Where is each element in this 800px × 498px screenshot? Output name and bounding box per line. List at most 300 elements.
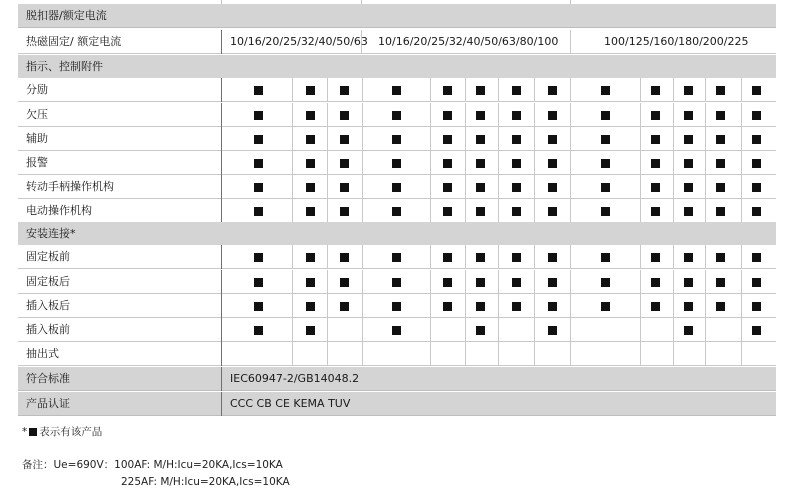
column-divider xyxy=(640,318,641,342)
column-divider xyxy=(640,127,641,151)
filled-square-icon xyxy=(684,278,693,287)
filled-square-icon xyxy=(684,326,693,335)
column-divider xyxy=(327,151,328,175)
filled-square-icon xyxy=(601,135,610,144)
column-divider xyxy=(673,342,674,366)
column-divider xyxy=(673,270,674,294)
filled-square-icon xyxy=(752,135,761,144)
column-divider xyxy=(430,151,431,175)
column-divider xyxy=(430,199,431,223)
filled-square-icon xyxy=(601,111,610,120)
column-divider xyxy=(534,245,535,269)
filled-square-icon xyxy=(476,253,485,262)
section-title: 指示、控制附件 xyxy=(26,60,103,73)
column-divider xyxy=(570,318,571,342)
column-divider xyxy=(362,151,363,175)
column-divider xyxy=(534,270,535,294)
filled-square-icon xyxy=(548,326,557,335)
column-divider xyxy=(430,175,431,199)
filled-square-icon xyxy=(752,159,761,168)
filled-square-icon xyxy=(254,183,263,192)
column-divider xyxy=(361,0,362,4)
filled-square-icon xyxy=(340,302,349,311)
column-divider xyxy=(534,175,535,199)
column-divider xyxy=(570,78,571,102)
column-divider xyxy=(705,103,706,127)
column-divider xyxy=(292,78,293,102)
label-divider xyxy=(221,367,222,391)
filled-square-icon xyxy=(512,159,521,168)
row-label: 欠压 xyxy=(26,108,48,121)
column-divider xyxy=(327,199,328,223)
column-divider xyxy=(534,294,535,318)
filled-square-icon xyxy=(254,278,263,287)
column-divider xyxy=(362,175,363,199)
column-divider xyxy=(673,103,674,127)
row-label: 电动操作机构 xyxy=(26,204,92,217)
column-divider xyxy=(292,270,293,294)
filled-square-icon xyxy=(340,135,349,144)
filled-square-icon xyxy=(716,159,725,168)
column-divider xyxy=(705,342,706,366)
column-divider xyxy=(327,318,328,342)
filled-square-icon xyxy=(306,159,315,168)
column-divider xyxy=(362,318,363,342)
filled-square-icon xyxy=(443,302,452,311)
filled-square-icon xyxy=(651,135,660,144)
filled-square-icon xyxy=(651,159,660,168)
filled-square-icon xyxy=(716,135,725,144)
legend-note xyxy=(22,424,102,439)
filled-square-icon xyxy=(340,183,349,192)
filled-square-icon xyxy=(601,183,610,192)
filled-square-icon xyxy=(512,135,521,144)
filled-square-icon xyxy=(684,183,693,192)
column-divider xyxy=(673,199,674,223)
filled-square-icon xyxy=(392,326,401,335)
filled-square-icon xyxy=(340,278,349,287)
section-header-row xyxy=(18,222,776,246)
filled-square-icon xyxy=(306,86,315,95)
rated-current-cell: 10/16/20/25/32/40/50/63/80/100 xyxy=(378,35,559,48)
row-label: 热磁固定/ 额定电流 xyxy=(26,35,122,48)
label-divider xyxy=(221,175,222,199)
section-header-row xyxy=(18,4,776,28)
filled-square-icon xyxy=(752,253,761,262)
row-label: 产品认证 xyxy=(26,397,70,410)
column-divider xyxy=(640,78,641,102)
column-divider xyxy=(640,151,641,175)
column-divider xyxy=(741,318,742,342)
column-divider xyxy=(705,151,706,175)
filled-square-icon xyxy=(306,135,315,144)
filled-square-icon xyxy=(476,135,485,144)
filled-square-icon xyxy=(512,253,521,262)
filled-square-icon xyxy=(443,159,452,168)
filled-square-icon xyxy=(512,86,521,95)
column-divider xyxy=(498,175,499,199)
row-label: 固定板前 xyxy=(26,250,70,263)
filled-square-icon xyxy=(306,302,315,311)
filled-square-icon xyxy=(476,183,485,192)
column-divider xyxy=(673,318,674,342)
column-divider xyxy=(362,127,363,151)
column-divider xyxy=(430,342,431,366)
column-divider xyxy=(640,342,641,366)
filled-square-icon xyxy=(29,428,37,436)
filled-square-icon xyxy=(548,86,557,95)
filled-square-icon xyxy=(651,278,660,287)
column-divider xyxy=(705,127,706,151)
column-divider xyxy=(465,342,466,366)
column-divider xyxy=(570,175,571,199)
label-divider xyxy=(221,78,222,102)
column-divider xyxy=(570,270,571,294)
filled-square-icon xyxy=(392,135,401,144)
column-divider xyxy=(430,78,431,102)
column-divider xyxy=(292,127,293,151)
column-divider xyxy=(362,78,363,102)
filled-square-icon xyxy=(443,207,452,216)
row-label: 插入板后 xyxy=(26,299,70,312)
filled-square-icon xyxy=(548,253,557,262)
filled-square-icon xyxy=(476,326,485,335)
legend-text: 表示有该产品 xyxy=(39,426,103,438)
filled-square-icon xyxy=(392,183,401,192)
filled-square-icon xyxy=(476,207,485,216)
column-divider xyxy=(498,151,499,175)
column-divider xyxy=(640,199,641,223)
column-divider xyxy=(292,103,293,127)
column-divider xyxy=(534,78,535,102)
column-divider xyxy=(673,294,674,318)
column-divider xyxy=(327,294,328,318)
column-divider xyxy=(741,199,742,223)
column-divider xyxy=(741,294,742,318)
filled-square-icon xyxy=(512,278,521,287)
column-divider xyxy=(705,245,706,269)
filled-square-icon xyxy=(684,253,693,262)
remarks-line-2 xyxy=(121,476,290,488)
column-divider xyxy=(570,151,571,175)
column-divider xyxy=(327,103,328,127)
remarks-100af: 100AF: M/H:Icu=20KA,Ics=10KA xyxy=(114,459,283,471)
filled-square-icon xyxy=(548,159,557,168)
filled-square-icon xyxy=(392,207,401,216)
filled-square-icon xyxy=(340,253,349,262)
filled-square-icon xyxy=(548,302,557,311)
column-divider xyxy=(292,342,293,366)
filled-square-icon xyxy=(548,135,557,144)
filled-square-icon xyxy=(443,135,452,144)
column-divider xyxy=(362,294,363,318)
filled-square-icon xyxy=(512,183,521,192)
column-divider xyxy=(292,294,293,318)
column-divider xyxy=(570,199,571,223)
column-divider xyxy=(705,294,706,318)
remarks-line-1 xyxy=(22,457,283,472)
filled-square-icon xyxy=(651,86,660,95)
column-divider xyxy=(673,175,674,199)
filled-square-icon xyxy=(254,111,263,120)
row-label: 分励 xyxy=(26,83,48,96)
label-divider xyxy=(221,392,222,416)
filled-square-icon xyxy=(752,326,761,335)
label-divider xyxy=(221,103,222,127)
filled-square-icon xyxy=(254,302,263,311)
filled-square-icon xyxy=(306,207,315,216)
rated-current-cell: 100/125/160/180/200/225 xyxy=(604,35,749,48)
column-divider xyxy=(327,175,328,199)
filled-square-icon xyxy=(306,253,315,262)
filled-square-icon xyxy=(684,302,693,311)
label-divider xyxy=(221,151,222,175)
filled-square-icon xyxy=(601,86,610,95)
filled-square-icon xyxy=(254,86,263,95)
filled-square-icon xyxy=(548,278,557,287)
column-divider xyxy=(498,78,499,102)
filled-square-icon xyxy=(716,111,725,120)
column-divider xyxy=(292,175,293,199)
column-divider xyxy=(465,199,466,223)
column-divider xyxy=(640,103,641,127)
column-divider xyxy=(640,245,641,269)
remarks-label: 备注：Ue=690V： xyxy=(22,459,115,471)
column-divider xyxy=(673,151,674,175)
filled-square-icon xyxy=(392,86,401,95)
legend-asterisk: * xyxy=(22,426,28,438)
column-divider xyxy=(498,103,499,127)
filled-square-icon xyxy=(340,159,349,168)
filled-square-icon xyxy=(512,207,521,216)
column-divider xyxy=(430,103,431,127)
filled-square-icon xyxy=(716,86,725,95)
column-divider xyxy=(741,245,742,269)
filled-square-icon xyxy=(392,278,401,287)
column-divider xyxy=(327,270,328,294)
filled-square-icon xyxy=(476,111,485,120)
filled-square-icon xyxy=(716,207,725,216)
column-divider xyxy=(705,199,706,223)
column-divider xyxy=(465,103,466,127)
column-divider xyxy=(498,342,499,366)
filled-square-icon xyxy=(306,326,315,335)
filled-square-icon xyxy=(752,86,761,95)
label-divider xyxy=(221,127,222,151)
filled-square-icon xyxy=(601,159,610,168)
column-divider xyxy=(640,294,641,318)
label-divider xyxy=(221,318,222,342)
filled-square-icon xyxy=(651,111,660,120)
filled-square-icon xyxy=(392,302,401,311)
column-divider xyxy=(327,78,328,102)
column-divider xyxy=(570,245,571,269)
filled-square-icon xyxy=(392,159,401,168)
row-label: 抽出式 xyxy=(26,347,59,360)
filled-square-icon xyxy=(476,159,485,168)
filled-square-icon xyxy=(476,86,485,95)
column-divider xyxy=(741,175,742,199)
filled-square-icon xyxy=(254,326,263,335)
section-title: 安装连接* xyxy=(26,227,76,240)
column-divider xyxy=(430,318,431,342)
row-label: 转动手柄操作机构 xyxy=(26,180,114,193)
filled-square-icon xyxy=(716,278,725,287)
filled-square-icon xyxy=(443,278,452,287)
column-divider xyxy=(465,78,466,102)
column-divider xyxy=(640,270,641,294)
column-divider xyxy=(430,245,431,269)
column-divider xyxy=(221,0,222,4)
rated-current-cell: 10/16/20/25/32/40/50/63 xyxy=(230,35,368,48)
table-row xyxy=(18,367,776,391)
filled-square-icon xyxy=(340,207,349,216)
filled-square-icon xyxy=(684,135,693,144)
filled-square-icon xyxy=(752,111,761,120)
filled-square-icon xyxy=(651,207,660,216)
filled-square-icon xyxy=(684,86,693,95)
filled-square-icon xyxy=(306,278,315,287)
filled-square-icon xyxy=(601,207,610,216)
filled-square-icon xyxy=(548,111,557,120)
column-divider xyxy=(741,342,742,366)
filled-square-icon xyxy=(716,183,725,192)
column-divider xyxy=(640,175,641,199)
filled-square-icon xyxy=(512,111,521,120)
column-divider xyxy=(570,30,571,54)
filled-square-icon xyxy=(254,159,263,168)
filled-square-icon xyxy=(752,207,761,216)
filled-square-icon xyxy=(443,183,452,192)
column-divider xyxy=(362,199,363,223)
filled-square-icon xyxy=(306,183,315,192)
filled-square-icon xyxy=(716,302,725,311)
remarks-225af: 225AF: M/H:Icu=20KA,Ics=10KA xyxy=(121,476,290,488)
column-divider xyxy=(741,151,742,175)
column-divider xyxy=(498,199,499,223)
certification-value: CCC CB CE KEMA TUV xyxy=(230,397,351,410)
column-divider xyxy=(570,342,571,366)
label-divider xyxy=(221,30,222,54)
column-divider xyxy=(292,151,293,175)
filled-square-icon xyxy=(548,183,557,192)
column-divider xyxy=(570,127,571,151)
row-label: 报警 xyxy=(26,156,48,169)
column-divider xyxy=(327,245,328,269)
filled-square-icon xyxy=(254,135,263,144)
column-divider xyxy=(534,151,535,175)
column-divider xyxy=(465,127,466,151)
column-divider xyxy=(570,294,571,318)
column-divider xyxy=(465,151,466,175)
column-divider xyxy=(498,318,499,342)
column-divider xyxy=(498,270,499,294)
filled-square-icon xyxy=(254,207,263,216)
column-divider xyxy=(534,342,535,366)
filled-square-icon xyxy=(601,253,610,262)
column-divider xyxy=(292,199,293,223)
row-label: 固定板后 xyxy=(26,275,70,288)
column-divider xyxy=(673,245,674,269)
column-divider xyxy=(327,342,328,366)
column-divider xyxy=(465,294,466,318)
filled-square-icon xyxy=(254,253,263,262)
column-divider xyxy=(705,78,706,102)
column-divider xyxy=(362,103,363,127)
column-divider xyxy=(705,270,706,294)
row-label: 插入板前 xyxy=(26,323,70,336)
column-divider xyxy=(534,318,535,342)
column-divider xyxy=(741,78,742,102)
column-divider xyxy=(362,342,363,366)
column-divider xyxy=(430,294,431,318)
column-divider xyxy=(465,245,466,269)
filled-square-icon xyxy=(392,111,401,120)
section-title: 脱扣器/额定电流 xyxy=(26,9,107,22)
standard-value: IEC60947-2/GB14048.2 xyxy=(230,372,360,385)
filled-square-icon xyxy=(601,302,610,311)
column-divider xyxy=(465,175,466,199)
filled-square-icon xyxy=(752,183,761,192)
column-divider xyxy=(570,0,571,4)
filled-square-icon xyxy=(601,278,610,287)
filled-square-icon xyxy=(443,86,452,95)
column-divider xyxy=(673,127,674,151)
column-divider xyxy=(465,270,466,294)
column-divider xyxy=(741,103,742,127)
column-divider xyxy=(741,270,742,294)
filled-square-icon xyxy=(684,111,693,120)
filled-square-icon xyxy=(684,207,693,216)
filled-square-icon xyxy=(476,278,485,287)
filled-square-icon xyxy=(651,253,660,262)
column-divider xyxy=(430,127,431,151)
column-divider xyxy=(327,127,328,151)
filled-square-icon xyxy=(752,278,761,287)
filled-square-icon xyxy=(306,111,315,120)
filled-square-icon xyxy=(651,183,660,192)
column-divider xyxy=(534,127,535,151)
label-divider xyxy=(221,270,222,294)
filled-square-icon xyxy=(752,302,761,311)
label-divider xyxy=(221,199,222,223)
column-divider xyxy=(362,270,363,294)
filled-square-icon xyxy=(651,302,660,311)
filled-square-icon xyxy=(476,302,485,311)
label-divider xyxy=(221,342,222,366)
table-row xyxy=(18,342,776,366)
filled-square-icon xyxy=(716,253,725,262)
column-divider xyxy=(534,199,535,223)
filled-square-icon xyxy=(548,207,557,216)
column-divider xyxy=(705,318,706,342)
column-divider xyxy=(430,270,431,294)
section-header-row xyxy=(18,55,776,79)
column-divider xyxy=(292,245,293,269)
filled-square-icon xyxy=(443,111,452,120)
filled-square-icon xyxy=(512,302,521,311)
column-divider xyxy=(705,175,706,199)
row-label: 符合标准 xyxy=(26,372,70,385)
column-divider xyxy=(465,318,466,342)
row-label: 辅助 xyxy=(26,132,48,145)
label-divider xyxy=(221,294,222,318)
label-divider xyxy=(221,245,222,269)
filled-square-icon xyxy=(684,159,693,168)
column-divider xyxy=(673,78,674,102)
column-divider xyxy=(498,294,499,318)
filled-square-icon xyxy=(340,86,349,95)
